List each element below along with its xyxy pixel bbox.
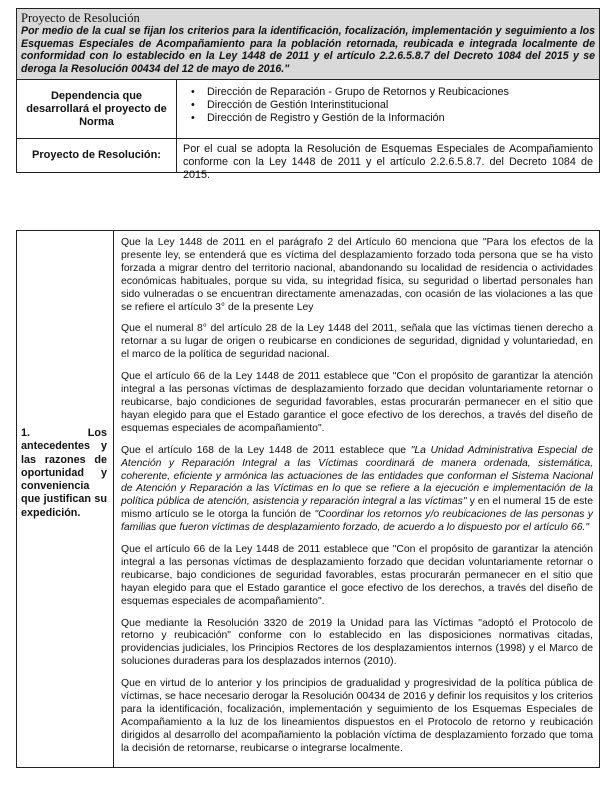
- paragraph: Que el artículo 66 de la Ley 1448 de 2011 establece que "Con el propósito de garantizar la atención integral a las personas víctimas de desplazamiento forzado que decidan voluntariamente retornar o reubicarse, bajo condiciones de seguridad favorables, estas procurarán permanecer en el sitio que hayan elegido para que el Estado garantice el goce efectivo de los derechos, a través del diseño de esquemas especiales de acompañamiento".: [121, 544, 593, 607]
- dependencia-list: [183, 86, 593, 125]
- header-table: [16, 8, 600, 182]
- dependencia-item: • Dirección de Reparación - Grupo de Retornos y Reubicaciones: [207, 86, 593, 99]
- section-label-rest: antecedentes y las razones de oportunidad y conveniencia que justifican su expedición.: [21, 440, 107, 519]
- paragraph: Que mediante la Resolución 3320 de 2019 la Unidad para las Víctimas "adoptó el Protocolo de retorno y reubicación" conforme con lo establecido en las disposiciones normativas citadas, providencias judiciales, los Principios Rectores de los desplazamientos internos (1998) y el Marco de soluciones duraderas para los desplazados internos (2010).: [121, 617, 593, 668]
- dependencia-label: Dependencia que desarrollará el proyecto de Norma: [17, 80, 177, 138]
- paragraph-text: y en el numeral 15 de este mismo artículo se le otorga la función de: [121, 496, 593, 521]
- paragraph: [121, 445, 593, 535]
- quote-text: "Coordinar los retornos y/o reubicaciones de las personas y familias que fueron víctimas de desplazamiento forzado, de acuerdo a lo dispuesto por el artículo 66.": [121, 509, 593, 534]
- proyecto-label: Proyecto de Resolución:: [17, 139, 177, 172]
- title-block: [17, 9, 599, 80]
- proyecto-row: [17, 138, 599, 182]
- title-label: Proyecto de Resolución: [21, 11, 140, 25]
- quote-text: "La Unidad Administrativa Especial de Atención y Reparación Integral a las Víctimas coordinará de manera ordenada, sistemática, coherente, eficiente y armónica las actuaciones de las entidades que conforman el Sistema Nacional de Atención y Reparación a las Víctimas en lo que se refiere a la ejecución e implementación de la política pública de atención, asistencia y reparación integral a las víctimas": [121, 444, 593, 508]
- section-first-word: Los: [87, 427, 107, 439]
- proyecto-value: Por el cual se adopta la Resolución de Esquemas Especiales de Acompañamiento conforme con la Ley 1448 de 2011 y el artículo 2.2.6.5.8.7. del Decreto 1084 de 2015.: [183, 143, 593, 182]
- paragraph: Que la Ley 1448 de 2011 en el parágrafo 2 del Artículo 60 menciona que "Para los efectos de la presente ley, se entenderá que es víctima del desplazamiento forzado toda persona que se ha visto forzada a migrar dentro del territorio nacional, abandonando su localidad de residencia o actividades económicas habituales, porque su vida, su integridad física, su seguridad o libertad personales han sido vulneradas o se encuentran directamente amenazadas, con ocasión de las violaciones a las que se refiere el artículo 3° de la presente Ley: [121, 237, 593, 313]
- paragraph: Que el numeral 8° del artículo 28 de la Ley 1448 del 2011, señala que las víctimas tienen derecho a retornar a su lugar de origen o reubicarse en condiciones de seguridad, dignidad y voluntariedad, en el marco de la política de seguridad nacional.: [121, 323, 593, 361]
- section-label: [21, 427, 107, 520]
- document-page: [16, 8, 600, 754]
- paragraph: Que el artículo 66 de la Ley 1448 de 2011 establece que "Con el propósito de garantizar la atención integral a las personas víctimas de desplazamiento forzado que decidan voluntariamente retornar o reubicarse, bajo condiciones de seguridad favorables, estas procurarán permanecer en el sitio que hayan elegido para que el Estado garantice el goce efectivo de los derechos, a través del diseño de esquemas especiales de acompañamiento".: [121, 371, 593, 434]
- paragraph-text: Que el artículo 168 de la Ley 1448 de 2011 establece que: [121, 444, 411, 456]
- dependencia-item: • Dirección de Gestión Interinstitucional: [207, 99, 593, 112]
- dependencia-row: [17, 80, 599, 138]
- paragraph: Que en virtud de lo anterior y los principios de gradualidad y progresividad de la política pública de víctimas, se hace necesario derogar la Resolución 00434 de 2016 y definir los requisitos y los criterios para la identificación, focalización, implementación y seguimiento de los Esquemas Especiales de Acompañamiento a la luz de los lineamientos dispuestos en el Protocolo de retorno y reubicación dirigidos al desarrollo del acompañamiento la población víctima de desplazamiento forzado que toma la decisión de retornarse, reubicarse o integrarse localmente.: [121, 678, 593, 754]
- dependencia-value: [177, 80, 599, 138]
- section-content: [114, 231, 599, 767]
- dependencia-item: • Dirección de Registro y Gestión de la Información: [207, 112, 593, 125]
- section-label-cell: [17, 231, 114, 767]
- section-label-first-line: [21, 427, 107, 440]
- section-number: 1.: [21, 427, 31, 439]
- antecedentes-table: [16, 230, 600, 768]
- title-description: Por medio de la cual se fijan los criterios para la identificación, focalización, implementación y seguimiento a los Esquemas Especiales de Acompañamiento para la población retornada, reubicada e integrada localmente de conformidad con lo establecido en la Ley 1448 de 2011 y el artículo 2.2.6.5.8.7 del Decreto 1084 del 2015 y se deroga la Resolución 00434 del 12 de mayo de 2016.": [21, 25, 595, 75]
